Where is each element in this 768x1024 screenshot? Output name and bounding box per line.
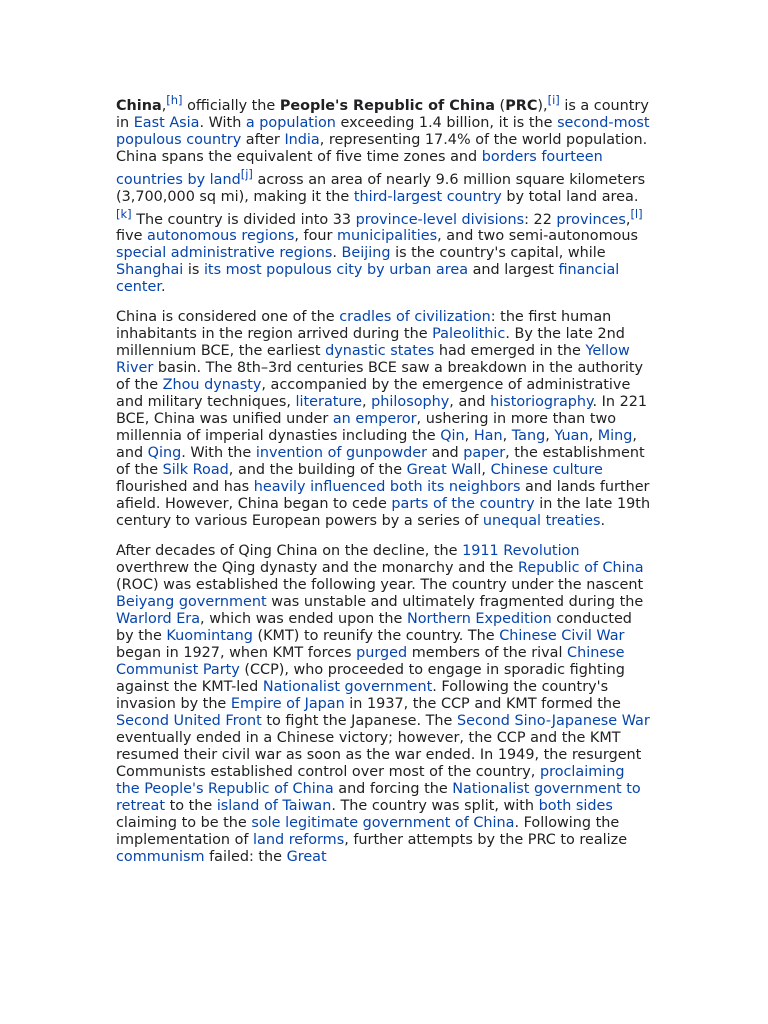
text-run: by total land area.	[501, 188, 639, 205]
text-run: . In 221 BCE, China was unified under	[116, 394, 648, 428]
wiki-link[interactable]: island of Taiwan	[216, 798, 332, 815]
text-run: and lands further afield. However, China began to cede	[116, 479, 650, 513]
wiki-link[interactable]: Silk Road	[162, 462, 229, 479]
wiki-link[interactable]: philosophy	[371, 394, 450, 411]
text-run: and	[427, 445, 464, 462]
text-run: flourished and has	[116, 479, 254, 496]
text-run: : the first human inhabitants in the region arrived during the	[116, 309, 612, 343]
wiki-link[interactable]: autonomous regions	[147, 228, 295, 245]
text-run: , accompanied by the emergence of administrative and military techniques,	[116, 377, 631, 411]
wiki-link[interactable]: proclaiming the People's Republic of China	[116, 764, 625, 798]
wiki-link[interactable]: cradles of civilization	[339, 309, 491, 326]
text-run: .	[160, 279, 166, 296]
wiki-link[interactable]: Tang	[511, 428, 546, 445]
wiki-link[interactable]: Second Sino-Japanese War	[456, 713, 650, 730]
text-run: ,	[481, 462, 491, 479]
text-run: ,	[625, 211, 631, 228]
text-run: overthrew the Qing dynasty and the monarchy and the	[116, 560, 518, 577]
wiki-link[interactable]: Beiyang government	[116, 594, 267, 611]
wiki-link[interactable]: Chinese Communist Party	[116, 645, 625, 679]
wiki-link[interactable]: Warlord Era	[116, 611, 201, 628]
text-run: and largest	[468, 262, 559, 279]
text-run: ,	[464, 428, 474, 445]
text-run: . By the late 2nd millennium BCE, the earliest	[116, 326, 625, 360]
text-run: failed: the	[204, 849, 287, 866]
wiki-link[interactable]: dynastic states	[325, 343, 435, 360]
wiki-link[interactable]: both sides	[538, 798, 613, 815]
wiki-link[interactable]: a population	[245, 114, 336, 131]
wiki-link[interactable]: invention of gunpowder	[255, 445, 428, 462]
wiki-link[interactable]: second-most populous country	[116, 114, 650, 148]
text-run: ),	[537, 97, 548, 114]
wiki-link[interactable]: sole legitimate government of China	[251, 815, 515, 832]
footnote-ref[interactable]: [k]	[116, 206, 132, 221]
wiki-link[interactable]: its most populous city by urban area	[203, 262, 469, 279]
wiki-link[interactable]: literature	[295, 394, 362, 411]
text-run: is	[183, 262, 204, 279]
wiki-link[interactable]: Ming	[597, 428, 633, 445]
bold-term: People's Republic of China	[279, 97, 495, 114]
text-run: is a country in	[116, 97, 649, 131]
wiki-link[interactable]: Qing	[147, 445, 182, 462]
wiki-link[interactable]: Shanghai	[116, 262, 184, 279]
text-run: , four	[294, 228, 337, 245]
text-run: . Following the country's invasion by the	[116, 679, 609, 713]
paragraph-history	[116, 309, 652, 530]
wiki-link[interactable]: Han	[473, 428, 503, 445]
wiki-link[interactable]: provinces	[556, 211, 626, 228]
text-run: is the country's capital, while	[390, 245, 606, 262]
wiki-link[interactable]: Empire of Japan	[230, 696, 345, 713]
text-run: ,	[545, 428, 555, 445]
footnote-ref[interactable]: [h]	[166, 93, 183, 107]
text-run: ,	[161, 97, 167, 114]
text-run: in 1937, the CCP and KMT formed the	[344, 696, 621, 713]
wiki-link[interactable]: paper	[463, 445, 506, 462]
wiki-link[interactable]: Nationalist government to retreat	[116, 781, 641, 815]
text-run: After decades of Qing China on the decline, the	[116, 543, 463, 560]
wiki-link[interactable]: Great Wall	[406, 462, 482, 479]
wiki-link[interactable]: India	[284, 131, 320, 148]
wiki-link[interactable]: Great	[286, 849, 327, 866]
paragraph-modern	[116, 543, 652, 866]
text-run: eventually ended in a Chinese victory; however, the CCP and the KMT resumed their civil war as soon as the war ended. In 1949, the resurgent Communists established control over most of the country,	[116, 730, 642, 781]
wiki-link[interactable]: municipalities	[337, 228, 438, 245]
wiki-link[interactable]: financial center	[116, 262, 620, 296]
wiki-link[interactable]: Qin	[440, 428, 465, 445]
text-run: . With	[199, 114, 246, 131]
text-run: after	[241, 131, 285, 148]
wiki-link[interactable]: unequal treaties	[482, 513, 601, 530]
footnote-ref[interactable]: [i]	[547, 93, 560, 107]
text-run: across an area of nearly 9.6 million square kilometers (3,700,000 sq mi), making it the	[116, 171, 646, 205]
text-run: , the establishment of the	[116, 445, 645, 479]
text-run: basin. The 8th–3rd centuries BCE saw a breakdown in the authority of the	[116, 360, 644, 394]
text-run: : 22	[524, 211, 557, 228]
text-run: officially the	[182, 97, 280, 114]
text-run: exceeding 1.4 billion, it is the	[335, 114, 558, 131]
text-run: in the late 19th century to various European powers by a series of	[116, 496, 651, 530]
wiki-link[interactable]: parts of the country	[391, 496, 535, 513]
wiki-link[interactable]: Chinese Civil War	[499, 628, 625, 645]
wiki-link[interactable]: special administrative regions	[116, 245, 333, 262]
bold-term: China	[116, 97, 162, 114]
text-run: ,	[502, 428, 512, 445]
text-run: , representing 17.4% of the world population. China spans the equivalent of five time zones and	[116, 131, 648, 165]
text-run: , and	[116, 428, 637, 462]
wiki-link[interactable]: historiography	[490, 394, 593, 411]
text-run: members of the rival	[407, 645, 568, 662]
text-run: (KMT) to reunify the country. The	[252, 628, 500, 645]
footnote-ref[interactable]: [j]	[240, 166, 253, 181]
text-run: China is considered one of the	[116, 309, 340, 326]
wiki-link[interactable]: borders fourteen countries by land	[116, 148, 603, 188]
text-run: , which was ended upon the	[200, 611, 407, 628]
text-run: (CCP), who proceeded to engage in sporadic fighting against the KMT-led	[116, 662, 625, 696]
text-run: ,	[588, 428, 598, 445]
text-run: .	[332, 245, 342, 262]
wiki-link[interactable]: Beijing	[341, 245, 391, 262]
wiki-link[interactable]: Northern Expedition	[406, 611, 552, 628]
wiki-link[interactable]: third-largest country	[353, 188, 502, 205]
wiki-link[interactable]: communism	[116, 849, 205, 866]
text-run: claiming to be the	[116, 815, 252, 832]
wiki-link[interactable]: Yuan	[554, 428, 589, 445]
wiki-link[interactable]: Paleolithic	[432, 326, 506, 343]
text-run: and forcing the	[333, 781, 453, 798]
text-run: to the	[165, 798, 217, 815]
bold-term: PRC	[505, 97, 538, 114]
text-run: ,	[362, 394, 372, 411]
wiki-link[interactable]: an emperor	[332, 411, 417, 428]
footnote-ref[interactable]: [l]	[630, 206, 643, 221]
text-run: . With the	[181, 445, 256, 462]
text-run: , further attempts by the PRC to realize	[344, 832, 628, 849]
wiki-link[interactable]: Second United Front	[116, 713, 262, 730]
text-run: . The country was split, with	[331, 798, 539, 815]
text-run: , and	[449, 394, 491, 411]
wiki-link[interactable]: land reforms	[253, 832, 345, 849]
text-run: The country is divided into 33	[131, 211, 356, 228]
wiki-link[interactable]: Republic of China	[517, 560, 644, 577]
text-run: .	[600, 513, 606, 530]
wiki-link[interactable]: Nationalist government	[262, 679, 433, 696]
text-run: (	[494, 97, 506, 114]
text-run: was unstable and ultimately fragmented during the	[266, 594, 644, 611]
paragraph-intro	[116, 92, 652, 296]
text-run: , ushering in more than two millennia of imperial dynasties including the	[116, 411, 617, 445]
text-run: (ROC) was established the following year. The country under the nascent	[116, 577, 644, 594]
wiki-link[interactable]: Zhou dynasty	[162, 377, 262, 394]
text-run: , and two semi-autonomous	[437, 228, 639, 245]
text-run: , and the building of the	[228, 462, 407, 479]
wiki-link[interactable]: Yellow River	[116, 343, 630, 377]
article-body	[116, 92, 652, 879]
wiki-link[interactable]: Chinese culture	[490, 462, 603, 479]
wiki-link[interactable]: purged	[356, 645, 408, 662]
wiki-link[interactable]: 1911 Revolution	[462, 543, 580, 560]
text-run: five	[116, 228, 148, 245]
text-run: began in 1927, when KMT forces	[116, 645, 357, 662]
wiki-link[interactable]: East Asia	[133, 114, 200, 131]
text-run: . Following the implementation of	[116, 815, 620, 849]
text-run: to fight the Japanese. The	[261, 713, 457, 730]
text-run: conducted by the	[116, 611, 632, 645]
wiki-link[interactable]: Kuomintang	[166, 628, 253, 645]
wiki-link[interactable]: province-level divisions	[355, 211, 525, 228]
wiki-link[interactable]: heavily influenced both its neighbors	[253, 479, 521, 496]
text-run: had emerged in the	[434, 343, 586, 360]
